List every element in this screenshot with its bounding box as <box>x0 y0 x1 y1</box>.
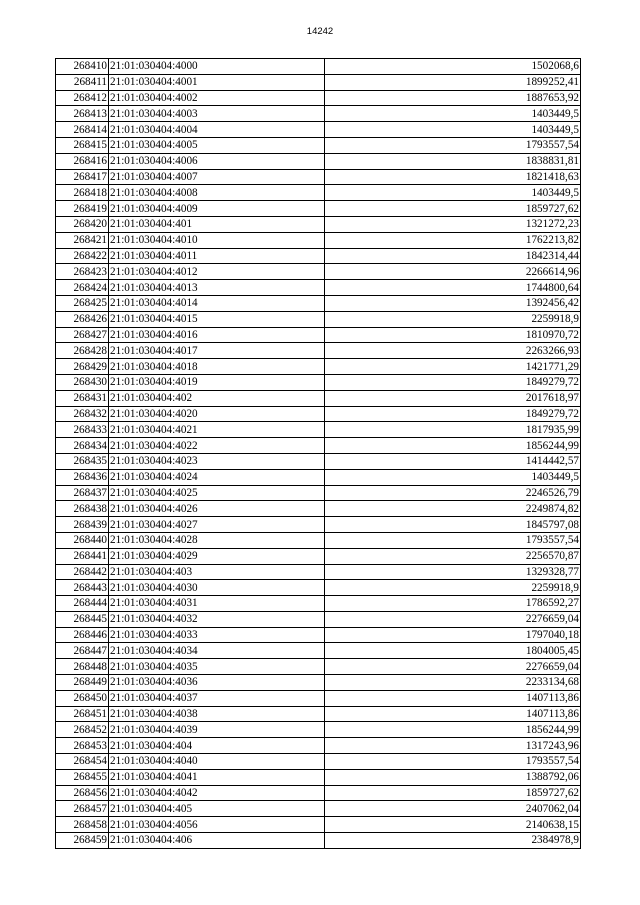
table-row <box>56 137 581 153</box>
cadastral-value-cell: 2249874,82 <box>325 501 581 517</box>
cadastral-value-cell: 1329328,77 <box>325 564 581 580</box>
cadastral-value-cell: 2384978,9 <box>325 833 581 849</box>
cadastral-value-cell: 1859727,62 <box>325 785 581 801</box>
cadastral-value-cell: 1810970,72 <box>325 327 581 343</box>
table-row <box>56 785 581 801</box>
cadastral-value-cell: 1838831,81 <box>325 153 581 169</box>
row-number-cell: 268415 <box>56 137 109 153</box>
cadastral-number-cell: 21:01:030404:4018 <box>109 359 325 375</box>
cadastral-number-cell: 21:01:030404:4016 <box>109 327 325 343</box>
cadastral-number-cell: 21:01:030404:4004 <box>109 122 325 138</box>
cadastral-value-cell: 1797040,18 <box>325 627 581 643</box>
cadastral-value-cell: 2233134,68 <box>325 675 581 691</box>
table-row <box>56 675 581 691</box>
cadastral-value-cell: 1821418,63 <box>325 169 581 185</box>
table-row <box>56 153 581 169</box>
row-number-cell: 268455 <box>56 769 109 785</box>
cadastral-value-cell: 1845797,08 <box>325 517 581 533</box>
table-row <box>56 801 581 817</box>
table-row <box>56 769 581 785</box>
row-number-cell: 268454 <box>56 754 109 770</box>
row-number-cell: 268442 <box>56 564 109 580</box>
row-number-cell: 268424 <box>56 280 109 296</box>
row-number-cell: 268439 <box>56 517 109 533</box>
row-number-cell: 268433 <box>56 422 109 438</box>
table-row <box>56 295 581 311</box>
table-row <box>56 564 581 580</box>
row-number-cell: 268421 <box>56 232 109 248</box>
cadastral-value-cell: 1407113,86 <box>325 690 581 706</box>
row-number-cell: 268416 <box>56 153 109 169</box>
row-number-cell: 268445 <box>56 611 109 627</box>
row-number-cell: 268449 <box>56 675 109 691</box>
cadastral-value-cell: 2276659,04 <box>325 659 581 675</box>
cadastral-number-cell: 21:01:030404:4010 <box>109 232 325 248</box>
table-row <box>56 485 581 501</box>
cadastral-number-cell: 21:01:030404:4025 <box>109 485 325 501</box>
cadastral-number-cell: 21:01:030404:4023 <box>109 453 325 469</box>
table-row <box>56 659 581 675</box>
row-number-cell: 268459 <box>56 833 109 849</box>
cadastral-value-cell: 1859727,62 <box>325 201 581 217</box>
cadastral-number-cell: 21:01:030404:4009 <box>109 201 325 217</box>
cadastral-value-cell: 1793557,54 <box>325 754 581 770</box>
cadastral-number-cell: 21:01:030404:4041 <box>109 769 325 785</box>
cadastral-value-cell: 1793557,54 <box>325 532 581 548</box>
cadastral-number-cell: 21:01:030404:4028 <box>109 532 325 548</box>
cadastral-number-cell: 21:01:030404:4006 <box>109 153 325 169</box>
cadastral-number-cell: 21:01:030404:4007 <box>109 169 325 185</box>
table-row <box>56 185 581 201</box>
table-row <box>56 280 581 296</box>
row-number-cell: 268450 <box>56 690 109 706</box>
row-number-cell: 268429 <box>56 359 109 375</box>
table-row <box>56 359 581 375</box>
cadastral-value-cell: 1856244,99 <box>325 438 581 454</box>
cadastral-value-cell: 2266614,96 <box>325 264 581 280</box>
row-number-cell: 268425 <box>56 295 109 311</box>
cadastral-value-cell: 2407062,04 <box>325 801 581 817</box>
table-row <box>56 754 581 770</box>
cadastral-number-cell: 21:01:030404:4020 <box>109 406 325 422</box>
page-number: 14242 <box>306 26 334 37</box>
cadastral-value-cell: 2256570,87 <box>325 548 581 564</box>
cadastral-value-cell: 2140638,15 <box>325 817 581 833</box>
cadastral-number-cell: 21:01:030404:4021 <box>109 422 325 438</box>
row-number-cell: 268418 <box>56 185 109 201</box>
table-row <box>56 106 581 122</box>
table-row <box>56 548 581 564</box>
cadastral-value-table <box>55 58 581 849</box>
cadastral-number-cell: 21:01:030404:4042 <box>109 785 325 801</box>
cadastral-value-cell: 1744800,64 <box>325 280 581 296</box>
cadastral-number-cell: 21:01:030404:4001 <box>109 74 325 90</box>
table-row <box>56 722 581 738</box>
cadastral-value-cell: 1403449,5 <box>325 122 581 138</box>
cadastral-number-cell: 21:01:030404:4013 <box>109 280 325 296</box>
table-row <box>56 596 581 612</box>
table-row <box>56 74 581 90</box>
table-row <box>56 469 581 485</box>
table-row <box>56 690 581 706</box>
row-number-cell: 268426 <box>56 311 109 327</box>
row-number-cell: 268446 <box>56 627 109 643</box>
cadastral-value-cell: 2276659,04 <box>325 611 581 627</box>
row-number-cell: 268436 <box>56 469 109 485</box>
cadastral-number-cell: 21:01:030404:4030 <box>109 580 325 596</box>
cadastral-value-cell: 1856244,99 <box>325 722 581 738</box>
row-number-cell: 268441 <box>56 548 109 564</box>
cadastral-value-cell: 1407113,86 <box>325 706 581 722</box>
table-row <box>56 264 581 280</box>
cadastral-number-cell: 21:01:030404:4036 <box>109 675 325 691</box>
row-number-cell: 268427 <box>56 327 109 343</box>
cadastral-value-cell: 1793557,54 <box>325 137 581 153</box>
cadastral-number-cell: 21:01:030404:404 <box>109 738 325 754</box>
row-number-cell: 268430 <box>56 374 109 390</box>
cadastral-number-cell: 21:01:030404:401 <box>109 216 325 232</box>
cadastral-value-cell: 2017618,97 <box>325 390 581 406</box>
table-row <box>56 611 581 627</box>
row-number-cell: 268448 <box>56 659 109 675</box>
cadastral-number-cell: 21:01:030404:4005 <box>109 137 325 153</box>
cadastral-number-cell: 21:01:030404:4033 <box>109 627 325 643</box>
cadastral-number-cell: 21:01:030404:4002 <box>109 90 325 106</box>
row-number-cell: 268420 <box>56 216 109 232</box>
row-number-cell: 268411 <box>56 74 109 90</box>
cadastral-number-cell: 21:01:030404:4029 <box>109 548 325 564</box>
table-row <box>56 627 581 643</box>
cadastral-number-cell: 21:01:030404:4019 <box>109 374 325 390</box>
cadastral-number-cell: 21:01:030404:4008 <box>109 185 325 201</box>
cadastral-value-cell: 1321272,23 <box>325 216 581 232</box>
row-number-cell: 268438 <box>56 501 109 517</box>
table-row <box>56 343 581 359</box>
cadastral-number-cell: 21:01:030404:4031 <box>109 596 325 612</box>
row-number-cell: 268440 <box>56 532 109 548</box>
cadastral-number-cell: 21:01:030404:4038 <box>109 706 325 722</box>
cadastral-value-cell: 1403449,5 <box>325 469 581 485</box>
row-number-cell: 268447 <box>56 643 109 659</box>
cadastral-value-cell: 2263266,93 <box>325 343 581 359</box>
table-row <box>56 59 581 75</box>
cadastral-value-cell: 1762213,82 <box>325 232 581 248</box>
table-row <box>56 517 581 533</box>
cadastral-value-cell: 1502068,6 <box>325 59 581 75</box>
cadastral-value-cell: 1804005,45 <box>325 643 581 659</box>
table-row <box>56 532 581 548</box>
table-row <box>56 501 581 517</box>
cadastral-value-cell: 1817935,99 <box>325 422 581 438</box>
row-number-cell: 268435 <box>56 453 109 469</box>
row-number-cell: 268410 <box>56 59 109 75</box>
table-row <box>56 311 581 327</box>
cadastral-number-cell: 21:01:030404:4039 <box>109 722 325 738</box>
cadastral-value-cell: 1842314,44 <box>325 248 581 264</box>
cadastral-value-cell: 1849279,72 <box>325 374 581 390</box>
cadastral-number-cell: 21:01:030404:4026 <box>109 501 325 517</box>
table-row <box>56 201 581 217</box>
table-row <box>56 374 581 390</box>
row-number-cell: 268422 <box>56 248 109 264</box>
cadastral-number-cell: 21:01:030404:405 <box>109 801 325 817</box>
cadastral-value-cell: 2246526,79 <box>325 485 581 501</box>
table-row <box>56 169 581 185</box>
cadastral-number-cell: 21:01:030404:4027 <box>109 517 325 533</box>
table-row <box>56 248 581 264</box>
row-number-cell: 268457 <box>56 801 109 817</box>
row-number-cell: 268414 <box>56 122 109 138</box>
table-row <box>56 216 581 232</box>
table-row <box>56 738 581 754</box>
table-row <box>56 817 581 833</box>
cadastral-value-cell: 1899252,41 <box>325 74 581 90</box>
cadastral-value-cell: 1849279,72 <box>325 406 581 422</box>
cadastral-value-cell: 1403449,5 <box>325 106 581 122</box>
table-row <box>56 422 581 438</box>
table-row <box>56 643 581 659</box>
row-number-cell: 268437 <box>56 485 109 501</box>
cadastral-number-cell: 21:01:030404:402 <box>109 390 325 406</box>
cadastral-value-cell: 2259918,9 <box>325 580 581 596</box>
table-row <box>56 833 581 849</box>
table-row <box>56 453 581 469</box>
cadastral-number-cell: 21:01:030404:4022 <box>109 438 325 454</box>
cadastral-number-cell: 21:01:030404:4000 <box>109 59 325 75</box>
row-number-cell: 268456 <box>56 785 109 801</box>
cadastral-number-cell: 21:01:030404:406 <box>109 833 325 849</box>
table-row <box>56 580 581 596</box>
cadastral-number-cell: 21:01:030404:4014 <box>109 295 325 311</box>
table-body <box>56 59 581 849</box>
cadastral-number-cell: 21:01:030404:4015 <box>109 311 325 327</box>
cadastral-number-cell: 21:01:030404:4032 <box>109 611 325 627</box>
table-row <box>56 438 581 454</box>
table-row <box>56 122 581 138</box>
cadastral-number-cell: 21:01:030404:4035 <box>109 659 325 675</box>
row-number-cell: 268428 <box>56 343 109 359</box>
row-number-cell: 268458 <box>56 817 109 833</box>
cadastral-value-cell: 1403449,5 <box>325 185 581 201</box>
cadastral-value-cell: 1421771,29 <box>325 359 581 375</box>
cadastral-number-cell: 21:01:030404:4040 <box>109 754 325 770</box>
row-number-cell: 268413 <box>56 106 109 122</box>
row-number-cell: 268443 <box>56 580 109 596</box>
table-row <box>56 232 581 248</box>
row-number-cell: 268444 <box>56 596 109 612</box>
table-row <box>56 390 581 406</box>
row-number-cell: 268417 <box>56 169 109 185</box>
cadastral-number-cell: 21:01:030404:4034 <box>109 643 325 659</box>
cadastral-number-cell: 21:01:030404:4017 <box>109 343 325 359</box>
cadastral-value-cell: 1887653,92 <box>325 90 581 106</box>
row-number-cell: 268452 <box>56 722 109 738</box>
row-number-cell: 268423 <box>56 264 109 280</box>
cadastral-number-cell: 21:01:030404:4012 <box>109 264 325 280</box>
table-row <box>56 706 581 722</box>
cadastral-value-cell: 1414442,57 <box>325 453 581 469</box>
cadastral-value-cell: 1388792,06 <box>325 769 581 785</box>
row-number-cell: 268432 <box>56 406 109 422</box>
cadastral-number-cell: 21:01:030404:4024 <box>109 469 325 485</box>
row-number-cell: 268431 <box>56 390 109 406</box>
table-row <box>56 327 581 343</box>
table-row <box>56 90 581 106</box>
row-number-cell: 268412 <box>56 90 109 106</box>
row-number-cell: 268451 <box>56 706 109 722</box>
row-number-cell: 268434 <box>56 438 109 454</box>
row-number-cell: 268453 <box>56 738 109 754</box>
cadastral-value-cell: 2259918,9 <box>325 311 581 327</box>
table-row <box>56 406 581 422</box>
cadastral-number-cell: 21:01:030404:4011 <box>109 248 325 264</box>
row-number-cell: 268419 <box>56 201 109 217</box>
cadastral-value-cell: 1786592,27 <box>325 596 581 612</box>
cadastral-value-cell: 1392456,42 <box>325 295 581 311</box>
cadastral-number-cell: 21:01:030404:403 <box>109 564 325 580</box>
cadastral-number-cell: 21:01:030404:4037 <box>109 690 325 706</box>
cadastral-number-cell: 21:01:030404:4056 <box>109 817 325 833</box>
cadastral-value-cell: 1317243,96 <box>325 738 581 754</box>
cadastral-number-cell: 21:01:030404:4003 <box>109 106 325 122</box>
